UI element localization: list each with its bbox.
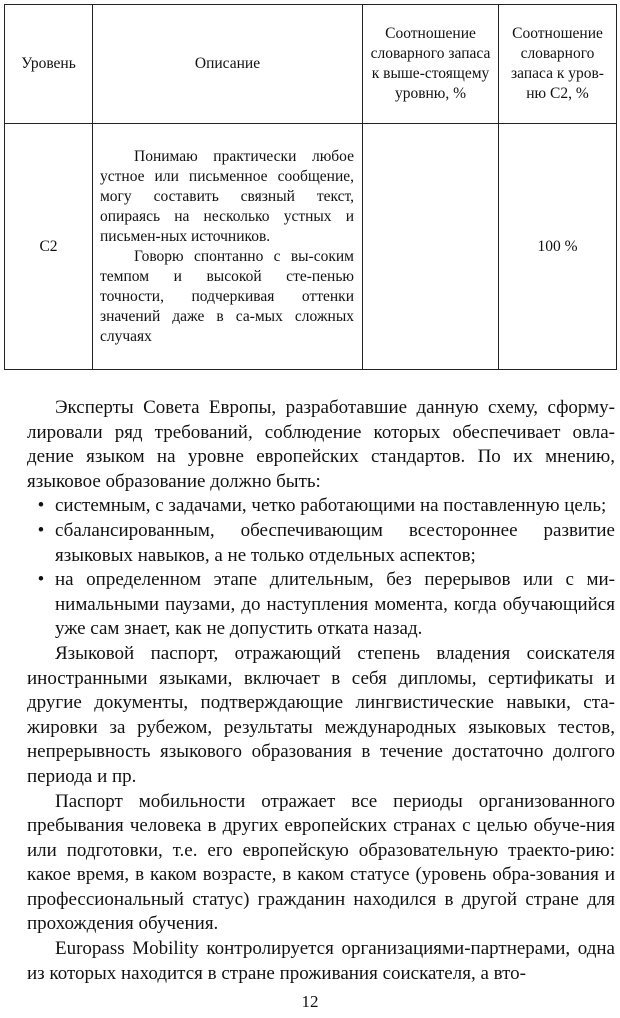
page-number: 12	[301, 992, 319, 1011]
paragraph-europass-mobility: Europass Mobility контролируется организациями-партнерами, одна из которых находится в стране проживания соискателя, а вто-	[27, 938, 615, 984]
header-ratio-prev: Соотношение словарного запаса к выше-стоящему уровню, %	[363, 5, 499, 124]
header-ratio-c2: Соотношение словарного запаса к уров-ню С2, %	[499, 5, 617, 124]
list-item-text: сбалансированным, обеспечивающим всестороннее развитие языковых навыков, а не только отдельных аспектов;	[55, 519, 615, 566]
header-level: Уровень	[5, 5, 93, 124]
body-text	[27, 396, 615, 986]
cell-description	[93, 124, 363, 370]
bullet-icon: •	[37, 569, 45, 591]
description-paragraph-2: Говорю спонтанно с вы-соким темпом и высокой сте-пенью точности, подчеркивая оттенки значений даже в са-мых сложных случаях	[100, 247, 354, 345]
list-item-text: системным, с задачами, четко работающими на поставленную цель;	[55, 495, 607, 517]
table-header-row	[5, 5, 617, 124]
list-item	[27, 519, 615, 568]
paragraph-experts: Эксперты Совета Европы, разработавшие данную схему, сформу-лировали ряд требований, соблюдение которых обеспечивает овла-дение языком на уровне европейских стандартов. По их мнению, языковое образование должно быть:	[27, 397, 615, 492]
cell-ratio-prev	[363, 124, 499, 370]
list-item-text: на определенном этапе длительным, без перерывов или с ми-нимальными паузами, до наступления момента, когда обучающийся уже сам знает, как не допустить отката назад.	[55, 569, 615, 640]
paragraph-mobility-passport: Паспорт мобильности отражает все периоды организованного пребывания человека в других европейских странах с целью обуче-ния или подготовки, т.е. его европейскую образовательную траекто-рию: какое время, в каком возрасте, в каком статусе (уровень обра-зования и профессиональный статус) гражданин находился в другой стране для прохождения обучения.	[27, 790, 615, 935]
list-item	[27, 494, 615, 519]
paragraph-language-passport: Языковой паспорт, отражающий степень владения соискателя иностранными языками, включает в себя дипломы, сертификаты и другие документы, подтверждающие лингвистические навыки, ста-жировки за рубежом, результаты международных языковых тестов, непрерывность языкового образования в течение достаточно долгого периода и пр.	[27, 642, 615, 787]
bullet-icon: •	[37, 519, 45, 541]
description-paragraph-1: Понимаю практически любое устное или письменное сообщение, могу составить связный текст, опираясь на несколько устных и письмен-ных источников.	[100, 147, 354, 245]
list-item	[27, 568, 615, 642]
cell-ratio-c2: 100 %	[499, 124, 617, 370]
bullet-icon: •	[37, 495, 45, 517]
language-level-table	[4, 4, 617, 370]
header-description: Описание	[93, 5, 363, 124]
table-row	[5, 124, 617, 370]
cell-level: С2	[5, 124, 93, 370]
